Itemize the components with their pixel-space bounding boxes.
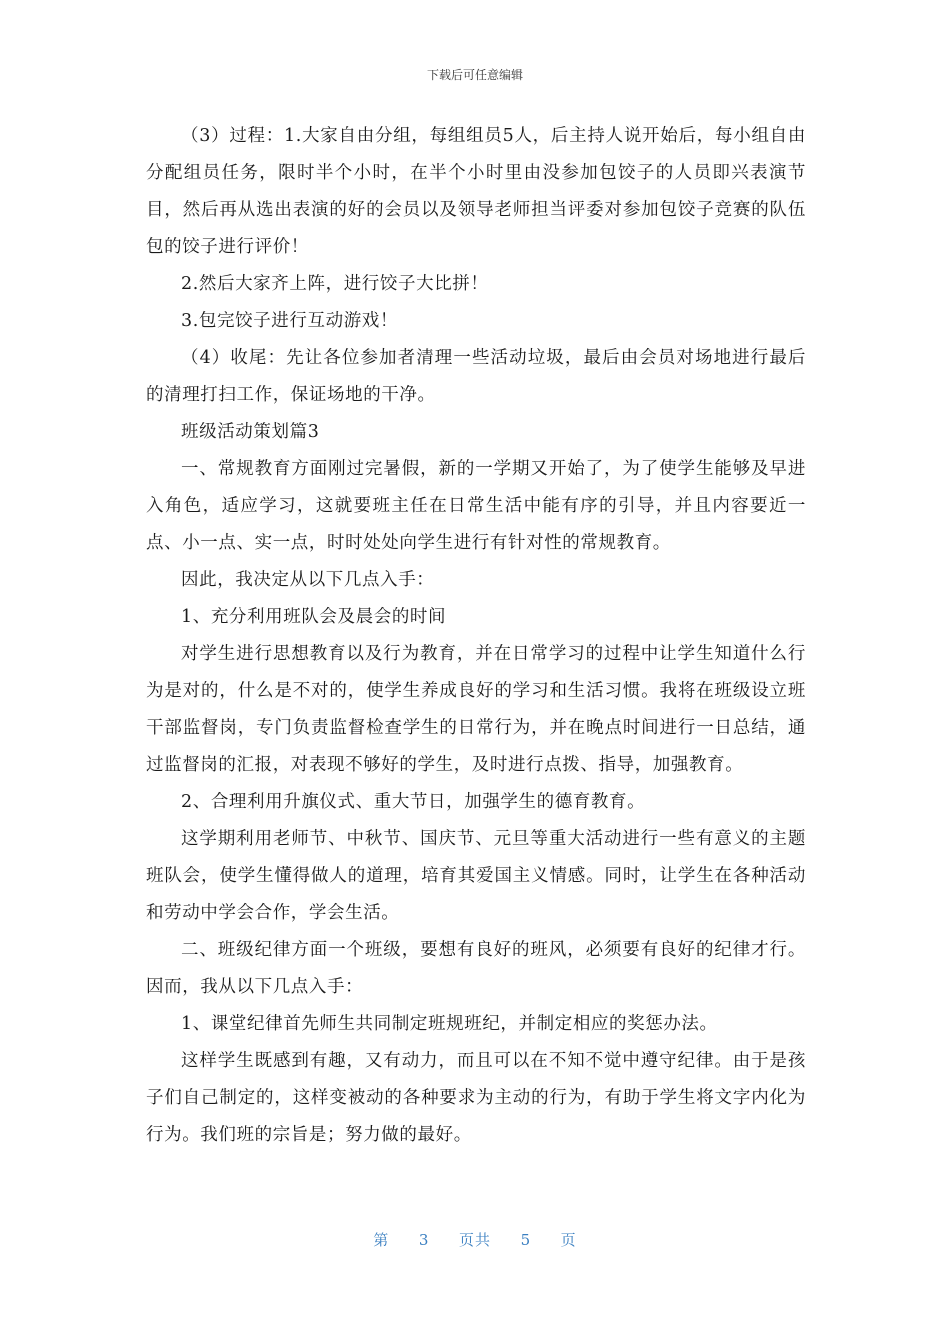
paragraph: 二、班级纪律方面一个班级，要想有良好的班风，必须要有良好的纪律才行。因而，我从以下几点入手： — [146, 940, 806, 997]
paragraph: 1、充分利用班队会及晨会的时间 — [181, 607, 447, 627]
paragraph: 1、课堂纪律首先师生共同制定班规班纪，并制定相应的奖惩办法。 — [181, 1014, 718, 1034]
paragraph: 3.包完饺子进行互动游戏！ — [181, 311, 398, 331]
footer-suffix: 页 — [560, 1231, 577, 1249]
paragraph: （3）过程：1.大家自由分组，每组组员5人，后主持人说开始后，每小组自由分配组员任务，限时半个小时，在半个小时里由没参加包饺子的人员即兴表演节目，然后再从选出表演的好的会员以及领导老师担当评委对参加包饺子竞赛的队伍包的饺子进行评价！ — [146, 126, 806, 257]
paragraph: （4）收尾：先让各位参加者清理一些活动垃圾，最后由会员对场地进行最后的清理打扫工作，保证场地的干净。 — [146, 348, 806, 405]
footer-page-number: 3 — [418, 1231, 430, 1249]
section-heading: 班级活动策划篇3 — [181, 422, 320, 442]
footer-total-pages: 5 — [520, 1231, 532, 1249]
paragraph: 2、合理利用升旗仪式、重大节日，加强学生的德育教育。 — [181, 792, 646, 812]
page-header: 下载后可任意编辑 — [426, 68, 523, 82]
footer-prefix: 第 — [373, 1231, 390, 1249]
paragraph: 一、常规教育方面刚过完暑假，新的一学期又开始了，为了使学生能够及早进入角色，适应学习，这就要班主任在日常生活中能有序的引导，并且内容要近一点、小一点、实一点，时时处处向学生进行有针对性的常规教育。 — [146, 459, 806, 553]
paragraph: 对学生进行思想教育以及行为教育，并在日常学习的过程中让学生知道什么行为是对的，什么是不对的，使学生养成良好的学习和生活习惯。我将在班级设立班干部监督岗，专门负责监督检查学生的日常行为，并在晚点时间进行一日总结，通过监督岗的汇报，对表现不够好的学生，及时进行点拨、指导，加强教育。 — [146, 644, 806, 775]
paragraph: 这学期利用老师节、中秋节、国庆节、元旦等重大活动进行一些有意义的主题班队会，使学生懂得做人的道理，培育其爱国主义情感。同时，让学生在各种活动和劳动中学会合作，学会生活。 — [146, 829, 806, 923]
paragraph: 2.然后大家齐上阵，进行饺子大比拼！ — [181, 274, 489, 294]
document-body — [146, 118, 806, 1154]
paragraph: 这样学生既感到有趣，又有动力，而且可以在不知不觉中遵守纪律。由于是孩子们自己制定的，这样变被动的各种要求为主动的行为，有助于学生将文字内化为行为。我们班的宗旨是；努力做的最好。 — [146, 1051, 806, 1145]
paragraph: 因此，我决定从以下几点入手： — [181, 570, 435, 590]
page-footer — [0, 1229, 950, 1250]
footer-middle: 页共 — [458, 1231, 491, 1249]
